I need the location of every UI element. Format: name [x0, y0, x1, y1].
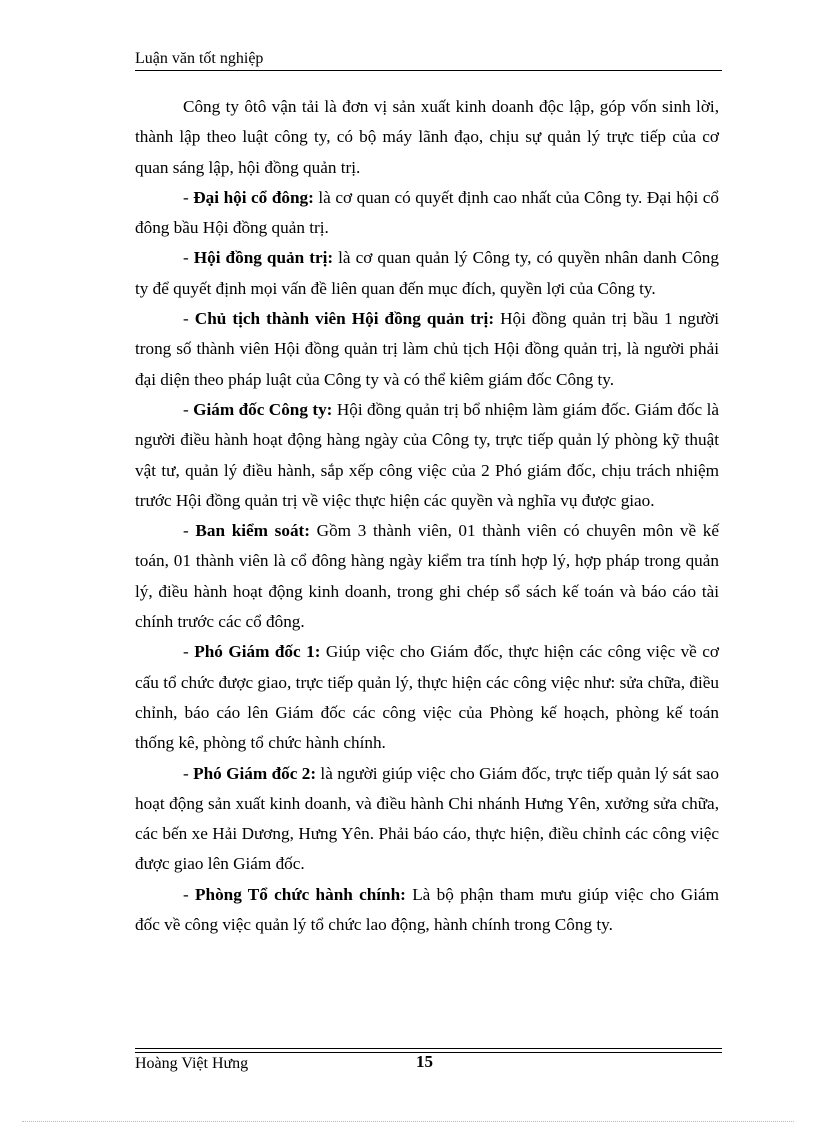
- paragraph-text: Giúp việc cho Giám đốc, thực hiện các công việc về cơ cấu tổ chức được giao, trực tiếp quản lý, thực hiện các công việc như: sửa chữa, điều chỉnh, báo cáo lên Giám đốc các công việc của Phòng kế hoạch, phòng kế toán thống kê, phòng tổ chức hành chính.: [135, 642, 719, 753]
- footer-rule-top: [135, 1048, 722, 1049]
- paragraph-label: Ban kiểm soát:: [195, 521, 310, 541]
- paragraph-text: Hội đồng quản trị bầu 1 người trong số thành viên Hội đồng quản trị làm chủ tịch Hội đồng quản trị, là người phải đại diện theo pháp luật của Công ty và có thể kiêm giám đốc Công ty.: [135, 309, 719, 389]
- paragraph-text: là cơ quan quản lý Công ty, có quyền nhân danh Công ty để quyết định mọi vấn đề liên quan đến mục đích, quyền lợi của Công ty.: [135, 248, 719, 298]
- paragraph-label: Phòng Tổ chức hành chính:: [195, 884, 406, 904]
- paragraph-text: Hội đồng quản trị bổ nhiệm làm giám đốc. Giám đốc là người điều hành hoạt động hàng ngày của Công ty, trực tiếp quản lý phòng kỹ thuật vật tư, quản lý điều hành, sắp xếp công việc của 2 Phó giám đốc, chịu trách nhiệm trước Hội đồng quản trị về việc thực hiện các quyền và nghĩa vụ được giao.: [135, 399, 719, 510]
- paragraph-text: là cơ quan có quyết định cao nhất của Công ty. Đại hội cổ đông bầu Hội đồng quản trị.: [135, 187, 719, 238]
- paragraph-pho-giam-doc-2: - Phó Giám đốc 2: là người giúp việc cho Giám đốc, trực tiếp quản lý sát sao hoạt động sản xuất kinh doanh, và điều hành Chi nhánh Hưng Yên, xưởng sửa chữa, các bến xe Hải Dương, Hưng Yên. Phải báo cáo, thực hiện, điều chỉnh các công việc được giao lên Giám đốc.: [135, 763, 719, 874]
- header-title: Luận văn tốt nghiệp: [135, 50, 264, 67]
- paragraph-phong-to-chuc: - Phòng Tổ chức hành chính: Là bộ phận tham mưu giúp việc cho Giám đốc về công việc quản lý tổ chức lao động, hành chính trong Công ty.: [135, 884, 719, 935]
- paragraph-label: Hội đồng quản trị:: [193, 248, 334, 268]
- paragraph-text: Là bộ phận tham mưu giúp việc cho Giám đốc về công việc quản lý tổ chức lao động, hành chính trong Công ty.: [135, 884, 719, 935]
- paragraph-label: Đại hội cổ đông:: [193, 187, 314, 207]
- paragraph-label: Phó Giám đốc 2:: [193, 763, 317, 783]
- paragraph-pho-giam-doc-1: - Phó Giám đốc 1: Giúp việc cho Giám đốc, thực hiện các công việc về cơ cấu tổ chức được giao, trực tiếp quản lý, thực hiện các công việc như: sửa chữa, điều chỉnh, báo cáo lên Giám đốc các công việc của Phòng kế hoạch, phòng kế toán thống kê, phòng tổ chức hành chính.: [135, 642, 719, 753]
- paragraph-chu-tich: - Chủ tịch thành viên Hội đồng quản trị: Hội đồng quản trị bầu 1 người trong số thành viên Hội đồng quản trị làm chủ tịch Hội đồng quản trị, là người phải đại diện theo pháp luật của Công ty và có thể kiêm giám đốc Công ty.: [135, 309, 719, 389]
- document-body: [135, 92, 719, 940]
- paragraph-label: Phó Giám đốc 1:: [194, 642, 321, 662]
- page-number: 15: [416, 1052, 433, 1071]
- paragraph-label: Chủ tịch thành viên Hội đồng quản trị:: [194, 309, 495, 329]
- paragraph-text: Gồm 3 thành viên, 01 thành viên có chuyên môn về kế toán, 01 thành viên là cổ đông hàng ngày kiểm tra tính hợp lý, hợp pháp trong quản lý, điều hành hoạt động kinh doanh, trong ghi chép sổ sách kế toán và báo cáo tài chính trước các cổ đông.: [135, 521, 719, 632]
- header-rule: [135, 70, 722, 71]
- paragraph-text: Công ty ôtô vận tải là đơn vị sản xuất kinh doanh độc lập, góp vốn sinh lời, thành lập theo luật công ty, có bộ máy lãnh đạo, chịu sự quản lý trực tiếp của cơ quan sáng lập, hội đồng quản trị.: [135, 97, 719, 177]
- paragraph-label: Giám đốc Công ty:: [193, 399, 333, 419]
- page-edge-divider: [22, 1121, 794, 1122]
- footer-author: Hoàng Việt Hưng: [135, 1055, 249, 1072]
- paragraph-text: là người giúp việc cho Giám đốc, trực tiếp quản lý sát sao hoạt động sản xuất kinh doanh, và điều hành Chi nhánh Hưng Yên, xưởng sửa chữa, các bến xe Hải Dương, Hưng Yên. Phải báo cáo, thực hiện, điều chỉnh các công việc được giao lên Giám đốc.: [135, 763, 719, 874]
- paragraph-giam-doc: - Giám đốc Công ty: Hội đồng quản trị bổ nhiệm làm giám đốc. Giám đốc là người điều hành hoạt động hàng ngày của Công ty, trực tiếp quản lý phòng kỹ thuật vật tư, quản lý điều hành, sắp xếp công việc của 2 Phó giám đốc, chịu trách nhiệm trước Hội đồng quản trị về việc thực hiện các quyền và nghĩa vụ được giao.: [135, 399, 719, 510]
- paragraph-intro: [135, 92, 719, 183]
- paragraph-ban-kiem-soat: - Ban kiểm soát: Gồm 3 thành viên, 01 thành viên có chuyên môn về kế toán, 01 thành viên là cổ đông hàng ngày kiểm tra tính hợp lý, hợp pháp trong quản lý, điều hành hoạt động kinh doanh, trong ghi chép sổ sách kế toán và báo cáo tài chính trước các cổ đông.: [135, 521, 719, 632]
- paragraph-hoi-dong-quan-tri: - Hội đồng quản trị: là cơ quan quản lý Công ty, có quyền nhân danh Công ty để quyết định mọi vấn đề liên quan đến mục đích, quyền lợi của Công ty.: [135, 248, 719, 298]
- paragraph-dai-hoi-co-dong: - Đại hội cổ đông: là cơ quan có quyết định cao nhất của Công ty. Đại hội cổ đông bầu Hội đồng quản trị.: [135, 187, 719, 238]
